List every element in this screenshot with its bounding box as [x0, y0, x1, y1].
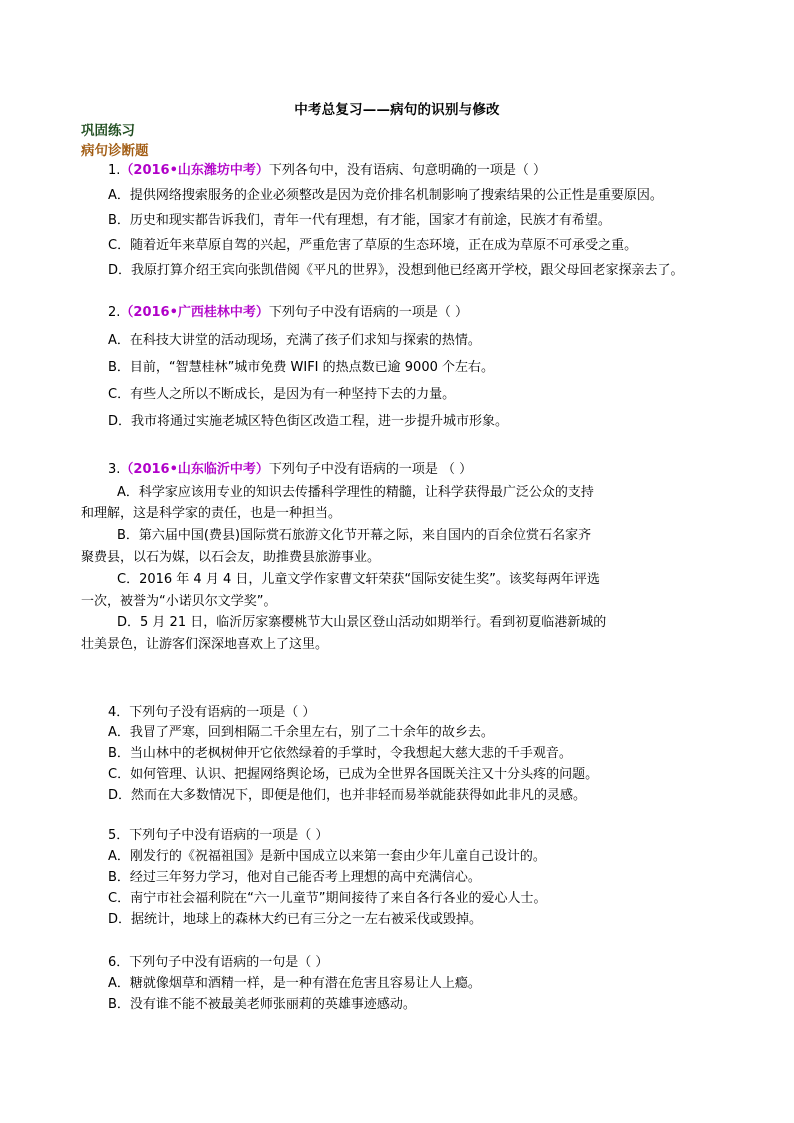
question-3-stem	[108, 461, 472, 479]
question-text: 下列各句中，没有语病、句意明确的一项是（ ）	[268, 163, 547, 178]
question-5-option-b: B．经过三年努力学习，他对自己能否考上理想的高中充满信心。	[108, 870, 481, 885]
question-5-option-c: C．南宁市社会福利院在“六一儿童节”期间接待了来自各行各业的爱心人士。	[108, 891, 547, 906]
question-4-option-c: C．如何管理、认识、把握网络舆论场，已成为全世界各国既关注又十分头疼的问题。	[108, 767, 599, 782]
question-2-option-b: B．目前，“智慧桂林”城市免费 WIFI 的热点数已逾 9000 个左右。	[108, 360, 495, 375]
question-3-option-d-cont: 壮美景色，让游客们深深地喜欢上了这里。	[81, 637, 329, 652]
question-text: 下列句子中没有语病的一项是 （ ）	[268, 462, 473, 477]
question-1-option-d: D．我原打算介绍王宾向张凯借阅《平凡的世界》，没想到他已经离开学校，跟父母回老家探亲去了。	[108, 263, 684, 278]
question-source: （2016•山东潍坊中考）	[120, 163, 269, 178]
question-5-option-d: D．据统计，地球上的森林大约已有三分之一左右被采伐或毁掉。	[108, 912, 483, 927]
question-3-option-c: C．2016 年 4 月 4 日，儿童文学作家曹文轩荣获“国际安徒生奖”。该奖每两年评选	[117, 572, 600, 587]
question-1-option-a: A．提供网络搜索服务的企业必须整改是因为竞价排名机制影响了搜索结果的公正性是重要原因。	[108, 188, 663, 203]
question-number: 1.	[108, 163, 121, 178]
question-1-stem	[108, 162, 546, 180]
section-heading-topic: 病句诊断题	[81, 143, 149, 159]
section-heading-practice: 巩固练习	[81, 123, 135, 139]
question-2-option-d: D．我市将通过实施老城区特色街区改造工程，进一步提升城市形象。	[108, 414, 509, 429]
question-text: 下列句子没有语病的一项是（ ）	[129, 705, 316, 720]
question-number: 5．	[108, 828, 130, 843]
question-5-stem	[108, 827, 328, 845]
question-text: 下列句子中没有语病的一项是（ ）	[129, 828, 329, 843]
question-3-option-c-cont: 一次，被誉为“小诺贝尔文学奖”。	[81, 594, 277, 609]
question-source: （2016•广西桂林中考）	[120, 305, 269, 320]
question-3-option-b: B．第六届中国(费县)国际赏石旅游文化节开幕之际，来自国内的百余位赏石名家齐	[117, 528, 592, 543]
question-2-stem	[108, 304, 468, 322]
question-number: 4．	[108, 705, 130, 720]
question-3-option-d: D．5 月 21 日，临沂厉家寨樱桃节大山景区登山活动如期举行。看到初夏临港新城的	[117, 615, 607, 630]
question-2-option-a: A．在科技大讲堂的活动现场，充满了孩子们求知与探索的热情。	[108, 333, 481, 348]
question-source: （2016•山东临沂中考）	[120, 462, 269, 477]
page-title: 中考总复习——病句的识别与修改	[294, 102, 500, 118]
question-6-option-b: B．没有谁不能不被最美老师张丽莉的英雄事迹感动。	[108, 997, 416, 1012]
question-4-stem	[108, 704, 315, 722]
question-number: 3.	[108, 462, 121, 477]
question-text: 下列句子中没有语病的一项是（ ）	[268, 305, 469, 320]
question-1-option-b: B．历史和现实都告诉我们，青年一代有理想，有才能，国家才有前途，民族才有希望。	[108, 213, 611, 228]
question-6-option-a: A．糖就像烟草和酒精一样，是一种有潜在危害且容易让人上瘾。	[108, 976, 481, 991]
question-6-stem	[108, 954, 328, 972]
question-4-option-d: D．然而在大多数情况下，即便是他们，也并非轻而易举就能获得如此非凡的灵感。	[108, 788, 587, 803]
question-number: 2.	[108, 305, 121, 320]
question-3-option-a: A．科学家应该用专业的知识去传播科学理性的精髓，让科学获得最广泛公众的支持	[117, 485, 594, 500]
question-number: 6．	[108, 955, 130, 970]
question-2-option-c: C．有些人之所以不断成长，是因为有一种坚持下去的力量。	[108, 387, 456, 402]
question-text: 下列句子中没有语病的一句是（ ）	[129, 955, 329, 970]
question-5-option-a: A．刚发行的《祝福祖国》是新中国成立以来第一套由少年儿童自己设计的。	[108, 849, 546, 864]
question-1-option-c: C．随着近年来草原自驾的兴起，严重危害了草原的生态环境，正在成为草原不可承受之重。	[108, 238, 638, 253]
question-3-option-b-cont: 聚费县，以石为媒，以石会友，助推费县旅游事业。	[81, 550, 381, 565]
question-4-option-b: B．当山林中的老枫树伸开它依然绿着的手掌时，令我想起大慈大悲的千手观音。	[108, 746, 572, 761]
question-3-option-a-cont: 和理解，这是科学家的责任，也是一种担当。	[81, 506, 342, 521]
question-4-option-a: A．我冒了严寒，回到相隔二千余里左右，别了二十余年的故乡去。	[108, 725, 494, 740]
